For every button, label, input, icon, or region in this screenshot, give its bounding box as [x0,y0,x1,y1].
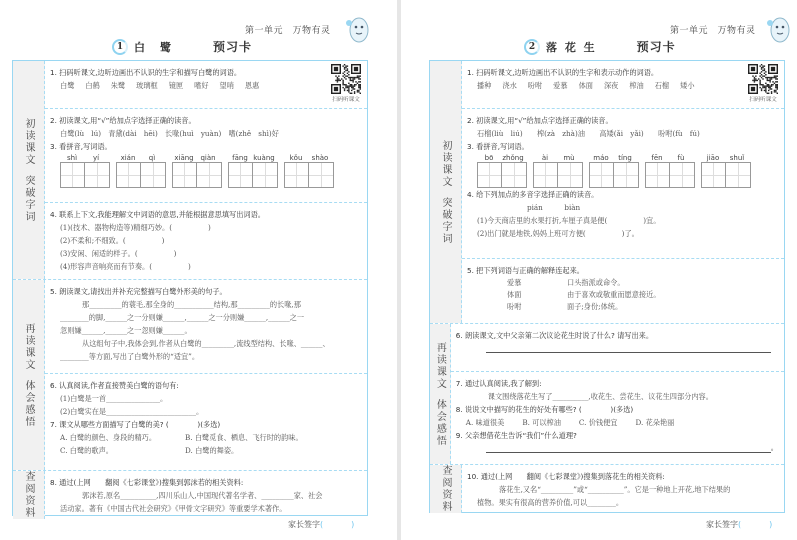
writing-cell[interactable] [726,163,750,187]
bracket-close: ) [351,520,355,529]
question-title: 1. 扫码听课文,边听边画出不认识的生字和描写白鹭的词语。 [50,68,242,77]
pinyin-syllable: shì [66,154,78,162]
question-line: (4)形容声音响亮而有节奏。( ) [60,262,191,271]
question-title: 5. 朗读课文,请找出并补充完整描写白鹭外形美的句子。 [50,287,227,296]
writing-cells [701,162,751,188]
writing-cell[interactable] [646,163,670,187]
matching-list [467,277,778,313]
pinyin-word [116,154,166,188]
choice-option[interactable]: A. 味道很美 [465,418,505,427]
writing-cell[interactable] [534,163,558,187]
question-title: 7. 通过认真阅读,我了解到: [455,379,542,388]
writing-cell[interactable] [229,163,253,187]
lesson-title [112,38,252,55]
pinyin-grid [50,154,361,188]
unit-header: 第一单元 万物有灵 [245,26,331,36]
sidebar-label: 查阅资料 [23,471,34,519]
writing-cell[interactable] [590,163,614,187]
bracket-open: ( [320,520,324,529]
writing-cell[interactable] [670,163,694,187]
pinyin-word [60,154,110,188]
lesson-name: 落 花 生 [546,40,597,54]
writing-cells [228,162,278,188]
pinyin-syllable: fēn [651,154,663,162]
section-list [45,280,367,470]
word-list [50,79,361,92]
section-list [462,61,784,323]
question-section [462,109,784,259]
pinyin-word [172,154,222,188]
question-line: pián biàn [527,203,581,212]
qr-code-icon[interactable] [748,64,778,94]
page-right-luohuasheng [402,0,797,540]
pinyin-word [533,154,583,188]
question-title: 4. 联系上下文,我能理解文中词语的意思,并能根据意思填写出词语。 [50,210,265,219]
parent-signature[interactable] [706,519,772,530]
question-line[interactable]: 郭沫若,原名__________,四川乐山人,中国现代著名学者、_________家、社会 [82,491,323,500]
question-title: 2. 初读课文,用“√”给加点字选择正确的读音。 [467,116,613,125]
choice-options [50,431,361,457]
pinyin-word [589,154,639,188]
lesson-name: 白 鹭 [134,40,173,54]
page-left-baiLu [0,0,396,540]
question-title: 6. 认真阅读,作者直接赞美白鹭的语句有: [50,381,179,390]
choice-option[interactable]: B. 可以榨油 [522,418,561,427]
sidebar-label: 再读课文 [434,341,446,390]
word: 体面 [578,81,593,90]
card-label: 预习卡 [636,40,676,54]
pinyin-word [284,154,334,188]
sidebar-label: 突破字词 [23,174,34,223]
question-section [45,280,367,374]
writing-cells [645,162,695,188]
parent-signature-label: 家长签字 [706,520,738,529]
pinyin-syllable: kǒu [289,154,303,162]
writing-cell[interactable] [309,163,333,187]
word: 吩咐 [527,81,543,90]
choice-option[interactable]: C. 白鹭的歌声。 [60,446,113,455]
pinyin-syllables [533,154,583,162]
word: 矮小 [680,81,695,90]
word: 深夜 [603,81,619,90]
section-group [13,280,367,471]
question-title: 5. 把下列词语与正确的解释连起来。 [467,266,584,275]
sidebar-label: 体会感悟 [23,379,34,428]
section-group [13,471,367,519]
lesson-number: 1 [112,39,128,55]
question-line[interactable]: 植物。果实有很高的营养价值,可以________。 [477,498,624,507]
section-group [430,324,784,465]
pinyin-syllable: máo [593,154,609,162]
sidebar-label: 初读课文 [440,139,451,188]
writing-cell[interactable] [502,163,526,187]
word: 浇水 [502,81,517,90]
question-line[interactable]: 忽则嫌______,______之一忽则嫌______。 [60,326,192,335]
question-line[interactable]: (1)白鹭是一首_______________。 [60,394,168,403]
writing-cells [477,162,527,188]
question-section [45,203,367,279]
sidebar-label: 初读课文 [23,117,34,166]
answer-row [456,442,778,453]
answer-line[interactable] [486,452,771,453]
bracket-close: ) [769,520,773,529]
question-line[interactable]: (2)白鹭实在是_________________________。 [60,407,204,416]
pinyin-syllable: fù [677,154,685,162]
question-section [462,61,784,109]
choice-options [456,416,778,429]
section-sidebar [13,61,45,279]
sidebar-label: 再读课文 [23,322,34,371]
answer-row [456,342,778,353]
section-group [430,61,784,324]
page-gutter [397,0,401,540]
question-title: 1. 扫码听课文,边听边画出不认识的生字和表示动作的词语。 [467,68,659,77]
writing-cells [60,162,110,188]
question-line[interactable]: ________的脚,______之一分则嫌______,______之一分则嫌______,______之一 [60,313,305,322]
matching-word[interactable]: 体面 [507,290,522,299]
qr-code-icon[interactable] [331,64,361,94]
answer-period: 。 [770,443,778,452]
pinyin-word [228,154,278,188]
matching-word[interactable]: 吩咐 [507,302,522,311]
pinyin-syllable: shuǐ [729,154,745,162]
section-list [45,471,367,519]
writing-cell[interactable] [61,163,85,187]
section-group [430,465,784,513]
pinyin-syllables [172,154,222,162]
pinyin-syllable: xián [120,154,136,162]
choice-option[interactable]: C. 价钱便宜 [578,418,618,427]
word: 播种 [477,81,492,90]
lesson-number: 2 [524,39,540,55]
question-line: (3)安闲、闲适的样子。( ) [60,249,177,258]
pinyin-syllable: yí [92,154,100,162]
question-line: (2)出门就是地铁,妈妈上班可方便( )了。 [477,229,639,238]
answer-line[interactable] [486,352,771,353]
question-section [45,109,367,203]
question-section [45,61,367,109]
parent-signature[interactable] [288,519,354,530]
matching-row [507,301,778,313]
word: 爱慕 [553,81,568,90]
section-group [13,61,367,280]
writing-cell[interactable] [85,163,109,187]
qr-block[interactable] [748,64,778,103]
question-title: 2. 初读课文,用“√”给加点字选择正确的读音。 [50,116,196,125]
choice-option[interactable]: D. 白鹭的舞姿。 [185,446,239,455]
unit-header: 第一单元 万物有灵 [670,26,756,36]
question-title: 7. 课文从哪些方面描写了白鹭的美? ( )(多选) [50,420,221,429]
matching-word[interactable]: 爱慕 [507,278,522,287]
question-title: 8. 说说文中描写的花生的好处有哪些? ( )(多选) [455,405,634,414]
parent-signature-label: 家长签字 [288,520,320,529]
pinyin-word [645,154,695,188]
writing-cells [172,162,222,188]
pinyin-syllables [228,154,278,162]
writing-cell[interactable] [285,163,309,187]
pinyin-syllables [645,154,695,162]
question-section [45,471,367,517]
writing-cell[interactable] [117,163,141,187]
pinyin-syllable: zhǒng [502,154,524,162]
writing-cell[interactable] [253,163,277,187]
choice-option[interactable]: D. 花朵艳丽 [635,418,675,427]
pinyin-syllable: fāng [232,154,248,162]
pinyin-syllable: qiàn [200,154,216,162]
question-title: 6. 朗读课文,文中父亲第二次议论花生时说了什么? 请写出来。 [455,331,654,340]
matching-definition[interactable]: 口头指派或命令。 [567,278,625,287]
mascot-icon [345,13,371,45]
qr-caption: 扫码听课文 [332,97,360,103]
worksheet-box [12,60,368,519]
pinyin-syllable: tíng [618,154,632,162]
pinyin-grid [467,154,778,188]
section-sidebar [430,324,451,464]
qr-caption: 扫码听课文 [749,97,777,103]
writing-cells [533,162,583,188]
question-title: 4. 给下列加点的多音字选择正确的读音。 [467,190,599,199]
word: 玻璃框 [136,81,158,90]
writing-cells [589,162,639,188]
writing-cell[interactable] [141,163,165,187]
question-title: 8. 通过(上网 翻阅《七彩课堂》)搜集到郭沫若的相关资料: [50,478,244,487]
word: 嗜好 [194,81,209,90]
pinyin-syllables [477,154,527,162]
choice-option[interactable]: A. 白鹭的颜色、身段的精巧。 [60,433,157,442]
pinyin-syllables [589,154,639,162]
sidebar-label: 体会感悟 [434,398,446,447]
section-list [45,61,367,279]
writing-cells [116,162,166,188]
question-section [45,374,367,470]
question-title: 3. 看拼音,写词语。 [50,142,112,151]
pinyin-syllable: bō [484,154,494,162]
writing-cells [284,162,334,188]
question-section [462,259,784,323]
pinyin-syllable: mù [563,154,575,162]
word: 榨油 [629,81,644,90]
question-line: (1)今天商店里的水果打折,车厘子真是便( )宜。 [477,216,661,225]
question-line[interactable]: 那_________的蓑毛,那全身的___________结构,那_________的长喙,那 [82,300,301,309]
sidebar-label: 突破字词 [440,196,451,245]
question-title: 10. 通过(上网 翻阅《七彩课堂》)搜集到落花生的相关资料: [467,472,665,481]
question-line[interactable]: 从这组句子中,我体会到,作者从白鹭的_________,流线型结构、长喙、______、 [82,339,330,348]
word-list [467,79,778,92]
section-sidebar [13,280,45,470]
question-line: 白鹭(lù lú) 青黛(dài hēi) 长喙(huì yuàn) 嗜(zhě shì)好 [60,129,279,138]
section-list [462,465,784,513]
sidebar-label: 查阅资料 [440,465,451,513]
question-line[interactable]: 课文围绕落花生写了__________,收花生、尝花生、议花生四部分内容。 [487,392,713,401]
qr-block[interactable] [331,64,361,103]
pinyin-syllable: shào [311,154,329,162]
worksheet-box [429,60,785,513]
word: 白鹤 [85,81,100,90]
matching-definition[interactable]: 面子;身份;体统。 [567,302,623,311]
card-label: 预习卡 [213,40,253,54]
writing-cell[interactable] [478,163,502,187]
pinyin-word [701,154,751,188]
matching-row [507,289,778,301]
word: 恩惠 [244,81,260,90]
pinyin-syllable: jiāo [706,154,720,162]
question-title: 9. 父亲想借花生告诉“我们”什么道理? [455,431,577,440]
word: 石榴 [654,81,670,90]
writing-cell[interactable] [614,163,638,187]
writing-cell[interactable] [173,163,197,187]
pinyin-syllable: xiāng [174,154,194,162]
pinyin-syllables [60,154,110,162]
question-title: 3. 看拼音,写词语。 [467,142,529,151]
question-section [462,465,784,513]
question-section [451,324,784,372]
question-section [451,372,784,464]
question-line[interactable]: 落花生,又名“_________”或“__________”。它是一种地上开花,地下结果的 [499,485,731,494]
pinyin-syllables [116,154,166,162]
writing-cell[interactable] [702,163,726,187]
word: 望哨 [219,81,234,90]
word: 朱鹭 [110,81,126,90]
section-list [451,324,784,464]
section-sidebar [13,471,45,519]
word: 白鹭 [60,81,75,90]
matching-row [507,277,778,289]
pinyin-syllables [701,154,751,162]
mascot-icon [766,13,792,45]
choice-option[interactable]: B. 白鹭觅食、栖息、飞行时的韵味。 [185,433,303,442]
pinyin-syllables [284,154,334,162]
lesson-title [524,38,676,55]
question-line[interactable]: ________等方面,写出了白鹭外形的“适宜”。 [60,352,200,361]
section-sidebar [430,465,462,513]
pinyin-syllable: kuàng [253,154,275,162]
word: 镜匣 [168,81,184,90]
bracket-open: ( [738,520,742,529]
question-line: 活动家。著有《中国古代社会研究》《甲骨文字研究》等重要学术著作。 [60,504,287,513]
question-line: (2)不柔和;不细致。( ) [60,236,165,245]
writing-cell[interactable] [197,163,221,187]
writing-cell[interactable] [558,163,582,187]
question-line: 石榴(liù liú) 榨(zà zhà)油 高矮(ǎi yǎi) 吩咐(fù fú) [477,129,700,138]
pinyin-syllable: ài [541,154,549,162]
section-sidebar [430,61,462,323]
pinyin-word [477,154,527,188]
pinyin-syllable: qì [148,154,156,162]
matching-definition[interactable]: 由于喜欢或敬重而愿意接近。 [567,290,661,299]
question-line: (1)(技术、器物构造等)精细巧妙。( ) [60,223,211,232]
